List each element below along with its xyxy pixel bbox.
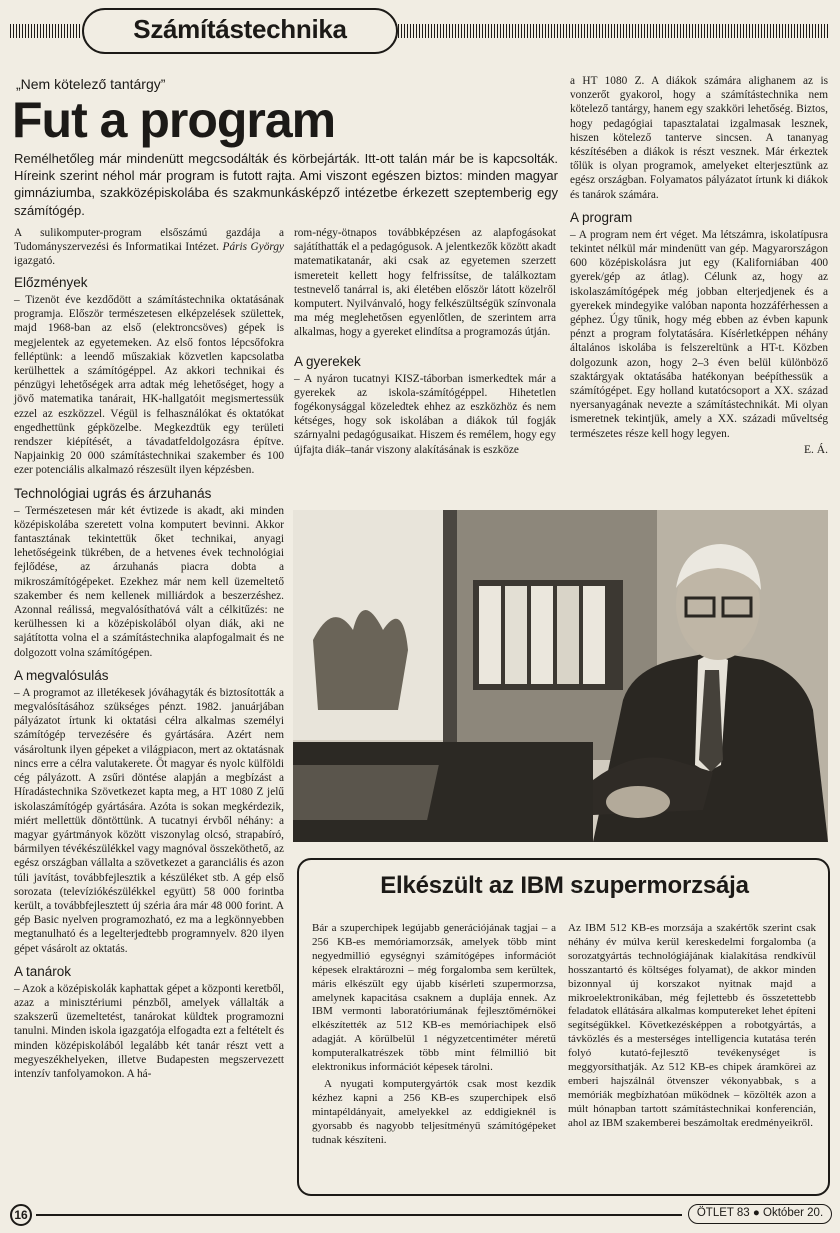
heading-technologiai: Technológiai ugrás és árzuhanás bbox=[14, 485, 212, 501]
paragraph: – Tizenöt éve kezdődött a számítástechnika oktatásának programja. Először természetesen elképzelések születtek, majd 1968-ban az első (elektroncsöves) gépek is megjelentek az egyetemeken. Az első fontos lépcsőfokra felléptünk: a leendő műszakiak közvetlen kapcsolatba kerülhettek a számítógéppel. Az akkori technikai és pénzügyi lehetőségek arra adtak még lehetőséget, hogy a jövő matematika tanárait, HK-hallgatóit megismertessük ezzel az eszközzel. Végül is felhasználókat és oktatókat engedhettünk gépközelbe. Megkezdtük egy területi rendszer kiépítését, a távadatfeldolgozásra építve. Napjainkig 20 000 számítástechnikai szakember és 100 ezer potenciális alkalmazó részesült ilyen képzésben. bbox=[14, 294, 284, 477]
paragraph: Az IBM 512 KB-es morzsája a szakértők szerint csak néhány év múlva kerül kereskedelmi forgalomba (a sorozatgyártás technológiájának kialakítása rendkívül hosszantartó és költséges folyamat), de akkor minden bizonnyal új korszakot nyitnak majd a mikroelektronikában, még fejlettebb és összetettebb feladatok ellátására alkalmas komputereket lehet építeni segítségükkel. Következésképpen a robotgyártás, a távközlés és a mesterséges intelligencia kutatása terén folyó kutató-fejlesztő tevékenységet is meggyorsíthatják. Az 512 KB-es chipek áramkörei az emberi hajszálnál ötvenszer vékonyabbak, s a memóriák megbízhatóan működnek – közölték azon a múlt hónapban tartott számítástechnikai konferencián, ahol az IBM szakemberei beszámoltak eredményeikről. bbox=[568, 922, 816, 1129]
paragraph: – Természetesen már két évtizede is akadt, aki minden középiskolába szeretett volna komputert bevinni. Akkor fantasztának tekintettük őket technikai, anyagi lehetőségeink tükrében, de a hetvenes évek technológiai fejlődése, az árzuhanás piacra dobta a mikroszámítógépeket. Ezekhez már nem kell üzemeltető szakember és nem kellenek milliárdok a beszerzéshez. Azonnal reálissá, megvalósíthatóvá vált a célkitűzés: ne kerülhessen ki a középiskolából olyan diák, aki ne sajátította volna el a számítástechnika alapfogalmait és ne dolgozott volna számítógépen. bbox=[14, 504, 284, 659]
paragraph: – A programot az illetékesek jóváhagyták és biztosították a megvalósításához szükséges pénzt. 1982. januárjában pályázatot írtunk ki oktatási célra alkalmas személyi számítógép tervezésére és gyártására. Azért nem vásároltunk ilyen gépeket a világpiacon, mert az oktatásnak nincs erre a célra valutakerete. Öt magyar és nyolc külföldi cég pályázott. A zsűri döntése alapján a megbízást a Híradástechnika Szövetkezet kapta meg, a HT 1080 Z jelű iskolaszámítógép gyártására. Azóta is sokan megkérdezik, miért mellettük döntöttünk. A tucatnyi érvből néhány: a magyar gyártmányok között viszonylag olcsó, strapabíró, bármilyen tévékészülékkel vagy magnóval összeköthető, az egész országban vállalta a szövetkezet a garanciális és azon túli javítást, továbbfejlesztik a készüléket stb. A gép első sorozata (televíziókészülékkel együtt) 58 000 forintba került, a továbbfejlesztett új széria ára már 48 000 forint. A gép Basic nyelven programozható, ez ma a legkönnyebben megtanulható és a legelterjedtebb programnyelv. 820 ilyen gépet vásárolt az oktatás. bbox=[14, 686, 284, 955]
page-number-text: 16 bbox=[14, 1208, 28, 1222]
kicker: „Nem kötelező tantárgy” bbox=[16, 76, 166, 92]
footer-bullet: ● bbox=[752, 1207, 760, 1219]
director-name: Páris György bbox=[222, 241, 285, 254]
paragraph: – Azok a középiskolák kaphattak gépet a központi keretből, azaz a minisztériumi pénzből, amelyek vállalták a szakszerű üzemeltetést, tanárokat küldtek programozni tanulni. Minden iskola igazgatója elfogadta ezt a feltételt és minden középiskolából legalább két tanár részt vett a megyeszékhelyeken, illetve Budapesten megszervezett intenzív tanfolyamokon. A há- bbox=[14, 982, 284, 1080]
director-role: igazgató. bbox=[14, 255, 56, 268]
section-title: Számítástechnika bbox=[133, 14, 347, 44]
header-rule-left bbox=[10, 24, 80, 38]
heading-tanarok: A tanárok bbox=[14, 963, 72, 979]
heading-elozmenyek: Előzmények bbox=[14, 275, 88, 290]
lead-paragraph: Remélhetőleg már mindenütt megcsodálták és körbejárták. Itt-ott talán már be is kapcsolták. Híreink szerint néhol már program is futott rajta. Ami viszont egészen biztos: minden magyar gimnáziumba, szakközépiskolába és szakmunkásképző intézetbe érkezett szeptemberig egy számítógép. bbox=[14, 151, 558, 218]
intro-text: A sulikomputer-program elsőszámú gazdája a Tudományszervezési és Informatikai Intézet. bbox=[14, 227, 284, 254]
issue-date: Október 20. bbox=[763, 1207, 824, 1219]
ibm-box-right bbox=[568, 922, 816, 1131]
portrait-photo bbox=[293, 510, 828, 842]
heading-megvalosulas: A megvalósulás bbox=[14, 667, 109, 683]
paragraph: Bár a szuperchipek legújabb generációjának tagjai – a 256 KB-es memóriamorzsák, amelyek több mint negyedmillió egységnyi számítógépes információt képesek elraktározni – még forgalomba sem kerültek, máris elkészült egy újabb kísérleti szupermorzsa, amelynek kapacitása csaknem a duplája ennek. Az IBM vermonti laboratóriumának fejlesztőmérnökei elkészítették az 512 KB-es memóriachipek első adagját. A körülbelül 1 négyzetcentiméter méretű komputeralkatrészek több mint félmillió bit elektronikus információt képesek tárolni. bbox=[312, 922, 556, 1074]
page-number bbox=[10, 1204, 32, 1226]
photo-illustration bbox=[293, 510, 828, 842]
headline: Fut a program bbox=[12, 92, 336, 148]
column-2 bbox=[294, 226, 556, 457]
footer-badge bbox=[688, 1204, 832, 1224]
column-3 bbox=[570, 74, 828, 457]
heading-program: A program bbox=[570, 209, 633, 225]
paragraph: – A nyáron tucatnyi KISZ-táborban ismerkedtek már a gyerekek az iskola-számítógéppel. Hihetetlen fogékonysággal közeledtek ehhez az eszközhöz és nem kétséges, hogy sok iskolában a diákok túl fogják szárnyalni pedagógusaikat. Hiszem és remélem, hogy egy újfajta diák–tanár viszony alakításának is eszköze bbox=[294, 372, 556, 456]
paragraph: rom-négy-ötnapos továbbképzésen az alapfogásokat sajátíthatták el a pedagógusok. A jelentkezők között akadt matematikatanár, aki csak az egyetemen szerzett ismereteit kellett hogy felfrissítse, de találkoztam testnevelő tanárral is, aki életében először látott közelről komputert. Nyilvánvaló, hogy felkészültségük színvonala ma még meglehetősen egyenlőtlen, de szerintem arra alkalmas, hogy a gyereket elindítsa a programozás útján. bbox=[294, 227, 556, 339]
paragraph: A nyugati komputergyártók csak most kezdik kézhez kapni a 256 KB-es szuperchipek első mintapéldányait, amelyekkel az eddigieknél is gyorsabb és nagyobb teljesítményű számítógépeket tudnak készíteni. bbox=[312, 1077, 556, 1146]
footer-rule bbox=[36, 1214, 682, 1216]
intro-paragraph bbox=[14, 226, 284, 269]
header-rule-right bbox=[398, 24, 830, 38]
signature: E. Á. bbox=[804, 443, 828, 456]
ibm-box-left bbox=[312, 922, 556, 1148]
ibm-box-title: Elkészült az IBM szupermorzsája bbox=[380, 872, 749, 899]
paragraph: a HT 1080 Z. A diákok számára alighanem az is vonzerőt gyakorol, hogy a számítástechnika nem kötelező tantárgy, hanem egy szakköri lehetőség. Biztos, hogy pedagógiai tapasztalatai izgalmasak lesznek, hiszen kötelező tanterve sincsen. A tananyag készítésében a diákok is részt vesznek. Már érkeztek tőlük is olyan programok, amelyeket elterjesztünk az egész országban. Folyamatos pályázatot írtunk ki diákok és tanárok számára. bbox=[570, 75, 828, 201]
column-1 bbox=[14, 270, 284, 1081]
magazine-name: ÖTLET 83 bbox=[696, 1207, 750, 1219]
paragraph: – A program nem ért véget. Ma létszámra, iskolatípusra tekintet nélkül már mindenütt van gép. Magyarországon 600 középiskolásra jut egy (Kaliforniában 400 gyerek/gép az átlag). Célunk az, hogy az iskolaszámítógépek még jobban elterjedjenek és a gyerekek mindegyike valóban naponta hozzáférhessen a géphez. Úgy tűnik, hogy még ebben az évben kapunk pénzt a program folytatására. Kísérletképpen néhány általános iskolába is felszereltünk a HT-t. Közben dolgozunk azon, hogy 2–3 éven belül különböző szaktárgyak oktatásába hatékonyan beépíthessük a számítógépet. Egy holland kutatócsoport a XX. század nyersanyagának nevezte a számítástechnikát. Mi olyan ismeretnek tekintjük, amely a XX. századi műveltség természetes része kell hogy legyen. bbox=[570, 228, 828, 440]
heading-gyerekek: A gyerekek bbox=[294, 353, 361, 369]
